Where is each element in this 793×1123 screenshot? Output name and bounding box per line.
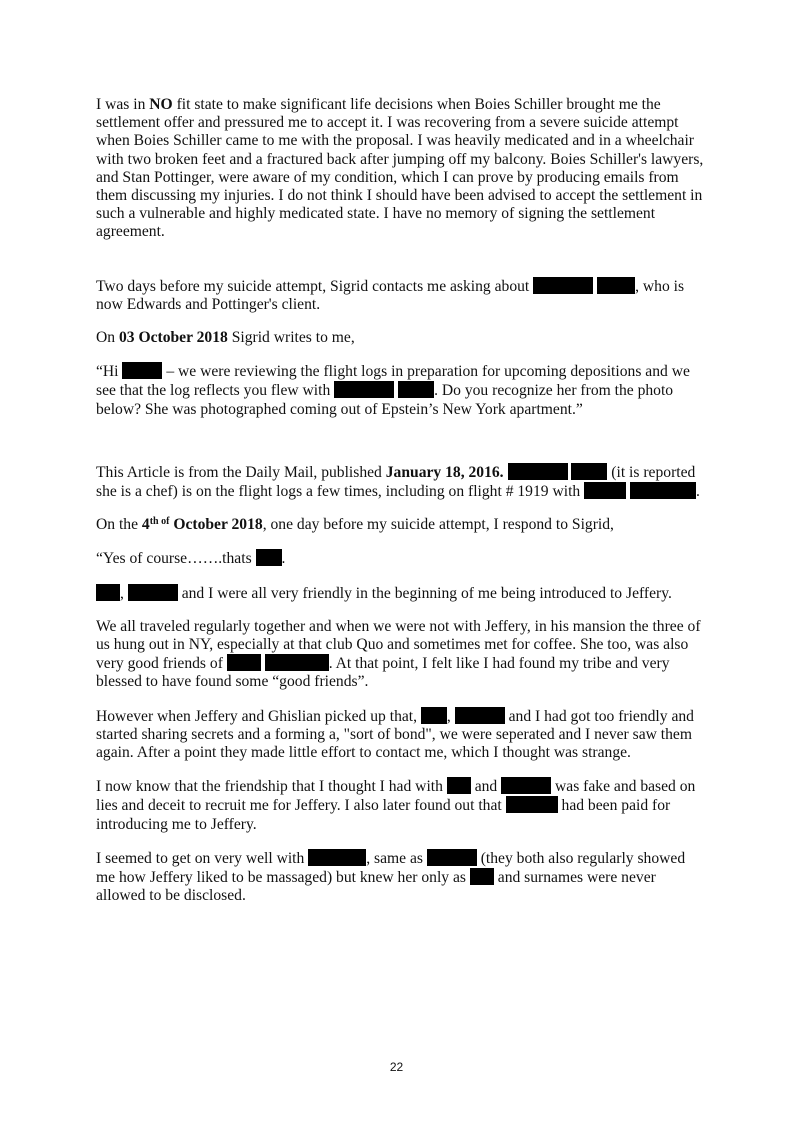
text: I seemed to get on very well with [96, 849, 309, 867]
text: , one day before my suicide attempt, I respond to Sigrid, [262, 516, 614, 534]
text: Sigrid writes to me, [227, 329, 355, 347]
paragraph-daily-mail [96, 463, 706, 501]
redaction-block [308, 849, 366, 866]
superscript: th of [149, 516, 170, 528]
text: . At that point, I felt like I had found my tribe and very blessed to have found some “good friends”. [96, 655, 670, 691]
text: – we were reviewing the flight logs in preparation for upcoming depositions and we see that the log reflects you flew with [96, 363, 690, 400]
redaction-block [398, 381, 434, 398]
redaction-block [533, 277, 593, 294]
document-body [96, 96, 706, 906]
paragraph-separated [96, 707, 706, 763]
text: , same as [366, 849, 427, 867]
paragraph-two-days [96, 277, 706, 314]
text: and [470, 778, 502, 796]
redaction-block [96, 584, 120, 601]
redaction-block [597, 277, 635, 294]
text: “Yes of course…….thats [96, 550, 256, 568]
text: was fake and based on lies and deceit to recruit me for Jeffery. I also later found out that [96, 778, 696, 815]
text-bold: 03 October 2018 [118, 329, 228, 347]
redaction-block [122, 362, 162, 379]
text-bold: October 2018 [169, 516, 263, 534]
redaction-block [256, 549, 282, 566]
text: and surnames were never allowed to be disclosed. [96, 869, 656, 905]
text: . Do you recognize her from the photo below? She was photographed coming out of Epstein’s New York apartment.” [96, 382, 674, 418]
text-bold: NO [149, 96, 173, 113]
redaction-block [470, 868, 494, 885]
paragraph-friendly [96, 584, 706, 603]
text: This Article is from the Daily Mail, published [96, 463, 386, 481]
paragraph-reply [96, 549, 706, 568]
redaction-block [508, 463, 568, 480]
redaction-block [584, 482, 626, 499]
paragraph-october-3 [96, 329, 706, 347]
text: . [281, 550, 286, 568]
redaction-block [421, 707, 447, 724]
redaction-block [501, 777, 551, 794]
paragraph-friendship-fake [96, 777, 706, 834]
text: , [635, 277, 639, 295]
text: who is now Edwards and Pottinger's client. [96, 277, 685, 313]
text: had been paid for introducing me to Jeffery. [96, 797, 671, 833]
text: (they both also regularly showed me how Jeffery liked to be massaged) but knew her only as [96, 849, 686, 887]
text: I now know that the friendship that I thought I had with [96, 778, 447, 796]
redaction-block [334, 381, 394, 398]
redaction-block [455, 707, 505, 724]
text-bold: 4 [141, 516, 150, 534]
redaction-block [630, 482, 696, 499]
text: On the [96, 516, 142, 534]
text: , [446, 707, 451, 725]
redaction-block [227, 654, 261, 671]
text: and I had got too friendly and started sharing secrets and a forming a, "sort of bond", we were seperated and I never saw them again. After a point they made little effort to contact me, which I thought was strange. [96, 707, 694, 762]
paragraph-sigrid-quote [96, 362, 706, 419]
paragraph-settlement [96, 96, 706, 242]
paragraph-traveled [96, 618, 706, 692]
text: However when Jeffery and Ghislian picked up that, [96, 707, 421, 725]
redaction-block [447, 777, 471, 794]
paragraph-massaged [96, 849, 706, 906]
redaction-block [571, 463, 607, 480]
redaction-block [506, 796, 558, 813]
redaction-block [265, 654, 329, 671]
text: I was in [96, 96, 150, 113]
text: “Hi [96, 363, 123, 381]
text: (it is reported she is a chef) is on the flight logs a few times, including on flight # 1919 with [96, 463, 696, 501]
text: and I were all very friendly in the beginning of me being introduced to Jeffery. [177, 584, 672, 602]
paragraph-october-4 [96, 516, 706, 534]
page-number: 22 [389, 1060, 404, 1074]
text: Two days before my suicide attempt, Sigrid contacts me asking about [96, 277, 534, 295]
text: We all traveled regularly together and when we were not with Jeffery, in his mansion the three of us hung out in NY, especially at that club Quo and sometimes met for coffee. She too, was also very good friends of [96, 617, 701, 673]
redaction-block [128, 584, 178, 601]
redaction-block [427, 849, 477, 866]
text: fit state to make significant life decisions when Boies Schiller brought me the settlement offer and pressured me to accept it. I was recovering from a severe suicide attempt when Boies Schiller came to me with the proposal. I was heavily medicated and in a wheelchair with two broken feet and a fractured back after jumping off my balcony. Boies Schiller's lawyers, and Stan Pottinger, were aware of my condition, which I can prove by producing emails from them discussing my injuries. I do not think I should have been advised to accept the settlement in such a vulnerable and highly medicated state. I have no memory of signing the settlement agreement. [96, 96, 704, 241]
text-bold: January 18, 2016. [385, 463, 504, 481]
text: . [696, 483, 700, 501]
text: , [120, 584, 124, 602]
text: On [96, 329, 119, 347]
